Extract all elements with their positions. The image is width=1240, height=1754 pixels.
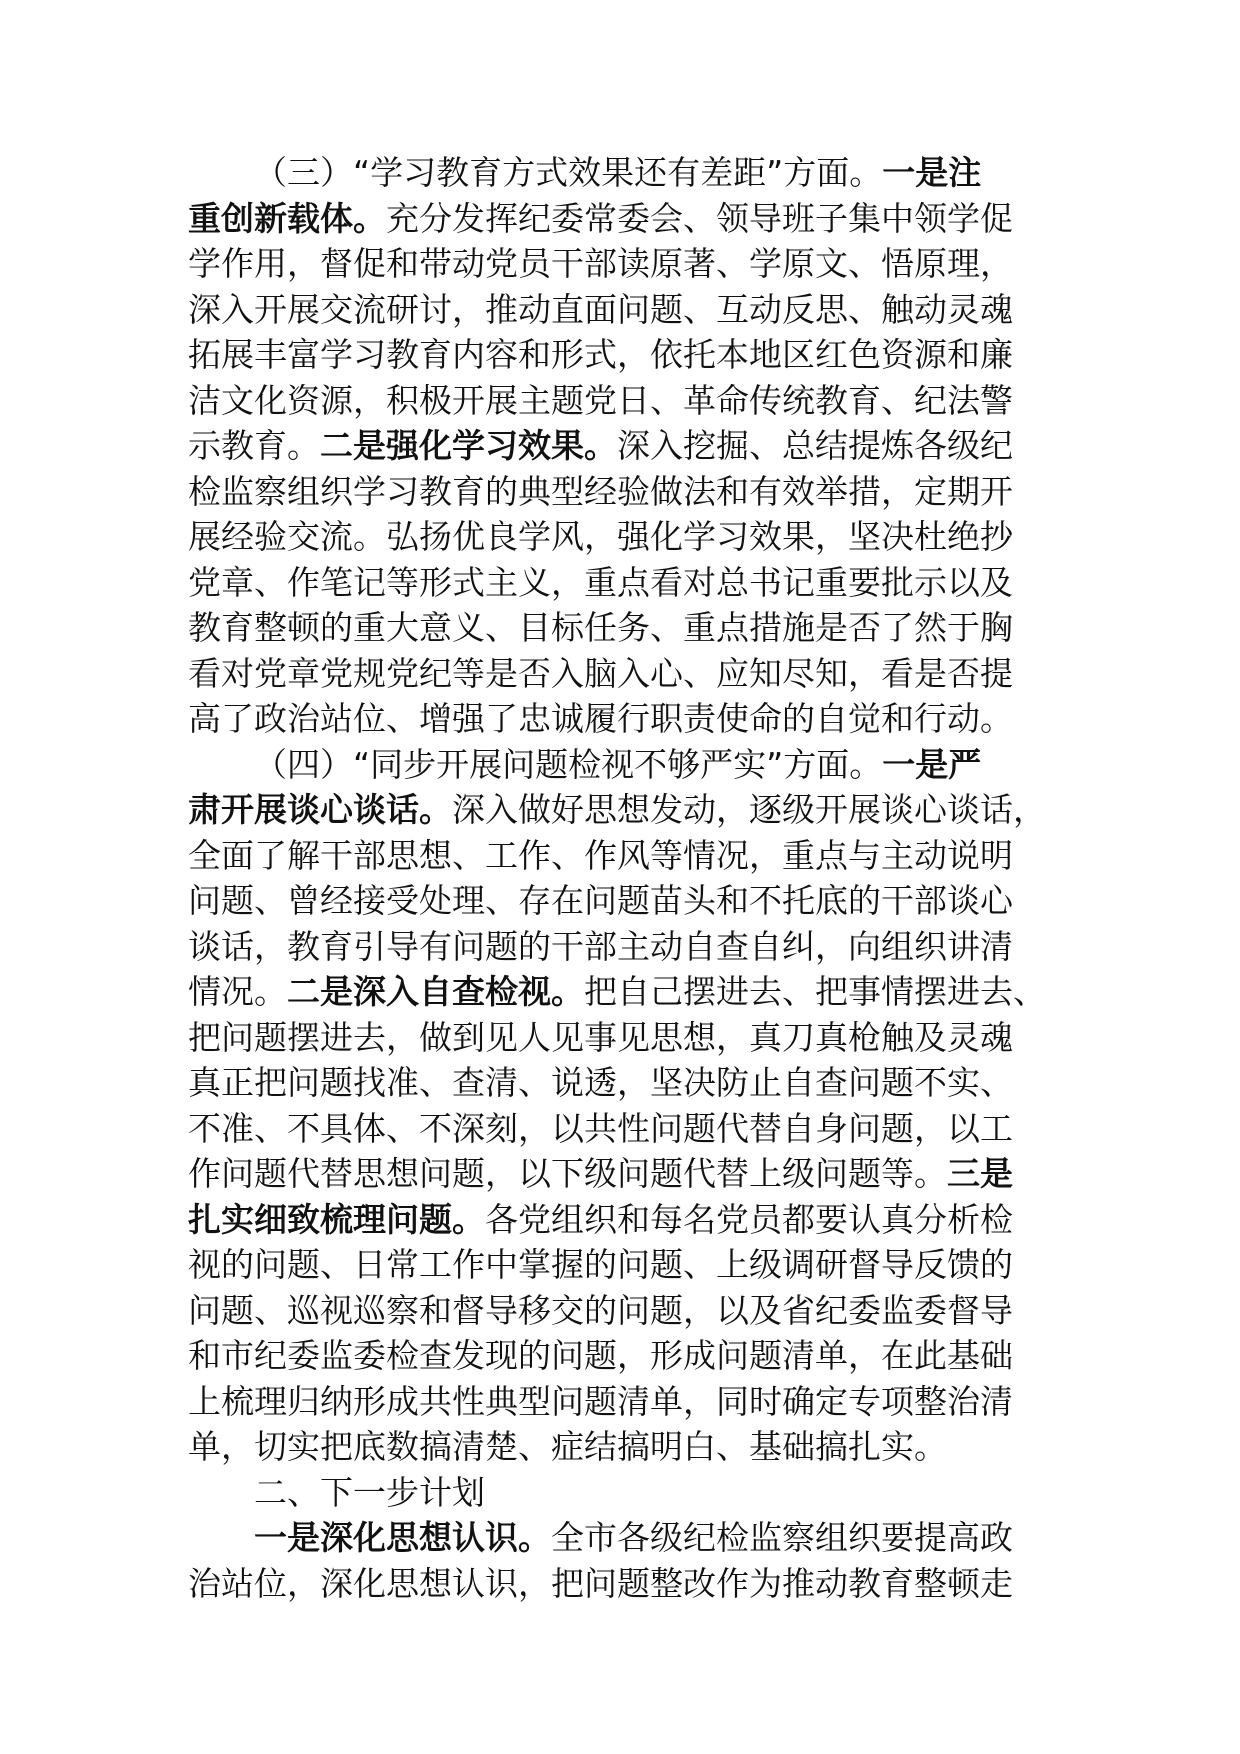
text-line: [188, 696, 1078, 742]
text-run: 把问题摆进去，做到见人见事见思想，真刀真枪触及灵魂: [188, 1017, 1013, 1057]
text-run: （四）“同步开展问题检视不够严实”方面。: [254, 744, 883, 784]
text-run: 作问题代替思想问题，以下级问题代替上级问题等。: [188, 1154, 947, 1193]
text-line: [188, 332, 1078, 378]
text-run: 和市纪委监委检查发现的问题，形成问题清单，在此基础: [188, 1336, 1013, 1375]
text-line: [188, 378, 1078, 424]
text-line: [188, 423, 1078, 469]
text-run: 深入做好思想发动，逐级开展谈心谈话，: [452, 790, 1046, 829]
text-run: 看对党章党规党纪等是否入脑入心、应知尽知，看是否提: [188, 653, 1013, 693]
text-run: 治站位，深化思想认识，把问题整改作为推动教育整顿走: [188, 1563, 1013, 1603]
bold-text-run: 一是严: [882, 744, 982, 784]
bold-text-run: 扎实细致梳理问题。: [188, 1199, 485, 1239]
text-line: [188, 469, 1078, 515]
bold-text-run: 一是注: [882, 153, 982, 192]
text-line: [188, 1333, 1078, 1379]
text-run: 示教育。: [188, 426, 320, 465]
text-run: 检监察组织学习教育的典型经验做法和有效举措，定期开: [188, 471, 1013, 511]
text-line: [188, 833, 1078, 879]
text-line: [188, 787, 1078, 833]
text-run: 全市各级纪检监察组织要提高政: [551, 1518, 1013, 1557]
bold-text-run: 三是: [947, 1154, 1013, 1193]
text-run: 高了政治站位、增强了忠诚履行职责使命的自觉和行动。: [188, 699, 1013, 738]
text-line: [188, 1470, 1078, 1516]
text-run: 充分发挥纪委常委会、领导班子集中领学促: [386, 198, 1013, 238]
text-line: [188, 241, 1078, 287]
text-run: 深入挖掘、总结提炼各级纪: [617, 426, 1013, 465]
text-line: [188, 1379, 1078, 1425]
text-line: [188, 196, 1078, 242]
text-line: [188, 1015, 1078, 1061]
text-run: 问题、曾经接受处理、存在问题苗头和不托底的干部谈心: [188, 881, 1013, 920]
text-line: [188, 878, 1078, 924]
text-line: [188, 1197, 1078, 1243]
text-line: [188, 1424, 1078, 1470]
text-line: [188, 1515, 1078, 1561]
text-run: 展经验交流。弘扬优良学风，强化学习效果，坚决杜绝抄: [188, 517, 1013, 556]
text-run: 上梳理归纳形成共性典型问题清单，同时确定专项整治清: [188, 1381, 1013, 1421]
text-line: [188, 1561, 1078, 1607]
text-line: [188, 651, 1078, 697]
text-line: [188, 1242, 1078, 1288]
text-line: [188, 742, 1078, 788]
text-line: [188, 605, 1078, 651]
bold-text-run: 二是深入自查检视。: [287, 972, 584, 1011]
bold-text-run: 二是强化学习效果。: [320, 426, 617, 465]
text-line: [188, 924, 1078, 970]
text-run: 各党组织和每名党员都要认真分析检: [485, 1199, 1013, 1239]
bold-text-run: 肃开展谈心谈话。: [188, 790, 452, 829]
text-run: 真正把问题找准、查清、说透，坚决防止自查问题不实、: [188, 1063, 1013, 1102]
text-run: 谈话，教育引导有问题的干部主动自查自纠，向组织讲清: [188, 926, 1013, 966]
bold-text-run: 重创新载体。: [188, 198, 386, 238]
text-line: [188, 560, 1078, 606]
text-line: [188, 150, 1078, 196]
text-run: 洁文化资源，积极开展主题党日、革命传统教育、纪法警: [188, 380, 1013, 420]
text-line: [188, 969, 1078, 1015]
text-run: 教育整顿的重大意义、目标任务、重点措施是否了然于胸: [188, 608, 1013, 647]
text-line: [188, 287, 1078, 333]
text-run: 拓展丰富学习教育内容和形式，依托本地区红色资源和廉: [188, 335, 1013, 374]
text-run: 全面了解干部思想、工作、作风等情况，重点与主动说明: [188, 835, 1013, 875]
bold-text-run: 一是深化思想认识。: [254, 1518, 551, 1557]
text-run: （三）“学习教育方式效果还有差距”方面。: [254, 153, 883, 192]
text-line: [188, 514, 1078, 560]
text-run: 视的问题、日常工作中掌握的问题、上级调研督导反馈的: [188, 1245, 1013, 1284]
text-run: 学作用，督促和带动党员干部读原著、学原文、悟原理，: [188, 244, 1013, 283]
text-line: [188, 1106, 1078, 1152]
text-run: 二、下一步计划: [254, 1472, 485, 1512]
text-run: 单，切实把底数搞清楚、症结搞明白、基础搞扎实。: [188, 1427, 947, 1466]
text-run: 不准、不具体、不深刻，以共性问题代替自身问题，以工: [188, 1108, 1013, 1148]
text-line: [188, 1151, 1078, 1197]
text-run: 问题、巡视巡察和督导移交的问题，以及省纪委监委督导: [188, 1290, 1013, 1330]
text-run: 情况。: [188, 972, 287, 1011]
text-run: 把自己摆进去、把事情摆进去、: [584, 972, 1046, 1011]
document-body: [188, 150, 1078, 1606]
text-line: [188, 1288, 1078, 1334]
text-run: 深入开展交流研讨，推动直面问题、互动反思、触动灵魂: [188, 289, 1013, 329]
text-line: [188, 1060, 1078, 1106]
text-run: 党章、作笔记等形式主义，重点看对总书记重要批示以及: [188, 562, 1013, 602]
